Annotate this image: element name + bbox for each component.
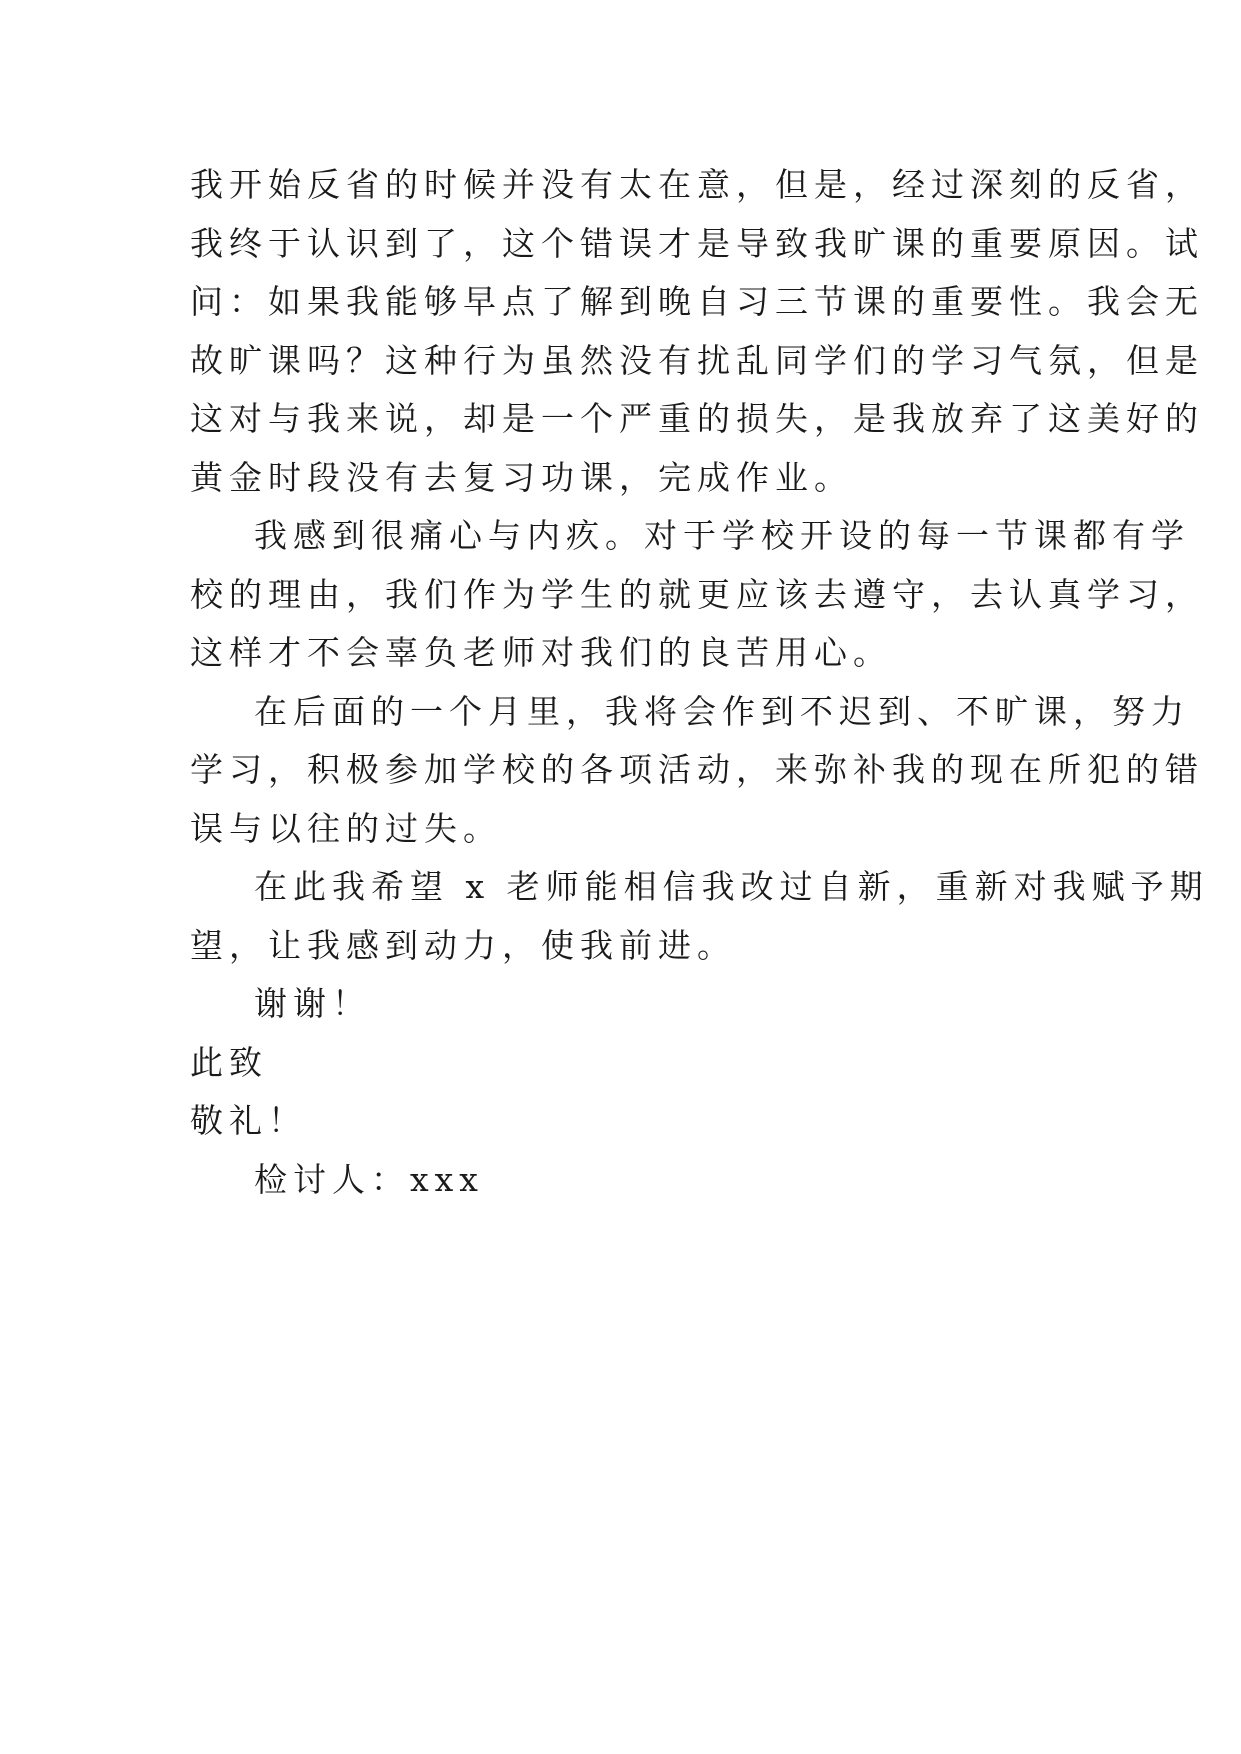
closing-line: 此致 <box>190 1042 268 1082</box>
text-line: 黄金时段没有去复习功课，完成作业。 <box>190 457 853 497</box>
salutation-line: 敬礼！ <box>190 1101 307 1140</box>
text-line: 望，让我感到动力，使我前进。 <box>190 925 736 965</box>
text-line: 校的理由，我们作为学生的就更应该去遵守，去认真学习， <box>190 574 1204 614</box>
text-line: 学习，积极参加学校的各项活动，来弥补我的现在所犯的错 <box>190 750 1204 789</box>
text-line: 我开始反省的时候并没有太在意，但是，经过深刻的反省， <box>190 165 1204 204</box>
signature-line: 检讨人：xxx <box>254 1159 484 1199</box>
text-line: 这对与我来说，却是一个严重的损失，是我放弃了这美好的 <box>190 399 1204 438</box>
text-line: 这样才不会辜负老师对我们的良苦用心。 <box>190 633 892 672</box>
text-line: 故旷课吗？这种行为虽然没有扰乱同学们的学习气氛，但是 <box>190 340 1204 380</box>
thanks-line: 谢谢！ <box>254 984 371 1023</box>
letter-body <box>190 156 1209 1209</box>
text-line: 我感到很痛心与内疚。对于学校开设的每一节课都有学 <box>254 516 1190 555</box>
text-line: 在此我希望 x 老师能相信我改过自新，重新对我赋予期 <box>254 867 1209 906</box>
text-line: 在后面的一个月里，我将会作到不迟到、不旷课，努力 <box>254 691 1190 731</box>
text-line: 误与以往的过失。 <box>190 808 502 848</box>
text-line: 我终于认识到了，这个错误才是导致我旷课的重要原因。试 <box>190 223 1204 263</box>
text-line: 问：如果我能够早点了解到晚自习三节课的重要性。我会无 <box>190 282 1204 321</box>
